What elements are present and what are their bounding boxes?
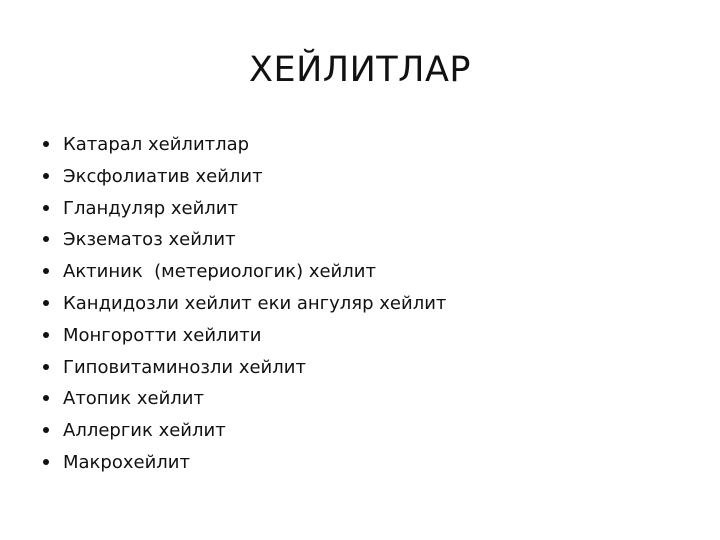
list-item-text: Монгоротти хейлити <box>63 324 262 346</box>
list-item <box>40 355 446 387</box>
bullet-icon <box>43 236 49 242</box>
bullet-icon <box>43 205 49 211</box>
slide-title: ХЕЙЛИТЛАР <box>248 50 472 90</box>
list-item <box>40 291 446 323</box>
list-item-text: Аллергик хейлит <box>63 420 226 442</box>
list-item <box>40 227 446 259</box>
list-item <box>40 386 446 418</box>
list-item-text: Эксфолиатив хейлит <box>63 165 263 187</box>
bullet-icon <box>43 141 49 147</box>
bullet-list <box>40 132 446 482</box>
list-item-text: Атопик хейлит <box>63 388 204 410</box>
list-item <box>40 132 446 164</box>
list-item <box>40 259 446 291</box>
bullet-icon <box>43 332 49 338</box>
bullet-icon <box>43 364 49 370</box>
bullet-icon <box>43 268 49 274</box>
list-item-text: Кандидозли хейлит еки ангуляр хейлит <box>63 292 447 314</box>
list-item-text: Гландуляр хейлит <box>63 197 238 219</box>
list-item-text: Гиповитаминозли хейлит <box>63 356 306 378</box>
list-item-text: Экзематоз хейлит <box>63 229 236 251</box>
list-item-text: Катарал хейлитлар <box>63 134 250 155</box>
list-item <box>40 418 446 450</box>
bullet-icon <box>43 173 49 179</box>
list-item-text: Макрохейлит <box>63 451 190 473</box>
bullet-icon <box>43 300 49 306</box>
bullet-icon <box>43 395 49 401</box>
bullet-icon <box>43 459 49 465</box>
list-item <box>40 196 446 228</box>
list-item <box>40 450 446 482</box>
list-item-text: Актиник (метериологик) хейлит <box>63 261 376 283</box>
list-item <box>40 323 446 355</box>
list-item <box>40 164 446 196</box>
bullet-icon <box>43 427 49 433</box>
